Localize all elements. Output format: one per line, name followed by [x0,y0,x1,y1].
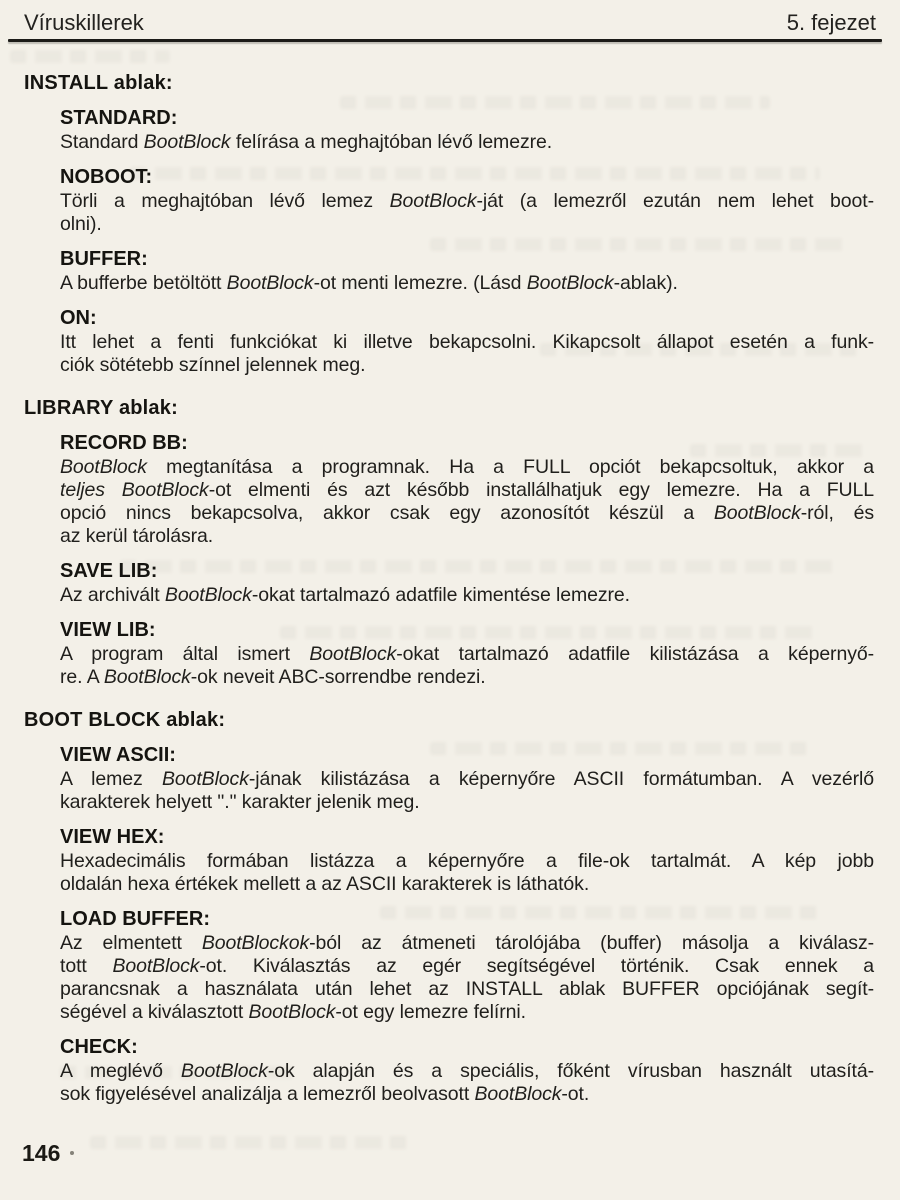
text-line: A program által ismert BootBlock-okat tartalmazó adatfile kilistázása a képernyő- [60,643,874,665]
entry-term: VIEW LIB: [60,619,156,641]
text-line: tott BootBlock-ot. Kiválasztás az egér segítségével történik. Csak ennek a [60,955,874,977]
text-line: az kerül tárolásra. [60,525,214,547]
text-line: Itt lehet a fenti funkciókat ki illetve bekapcsolni. Kikapcsolt állapot esetén a funk- [60,331,874,353]
text-line: karakterek helyett "." karakter jelenik meg. [60,791,420,813]
text-line: parancsnak a használata után lehet az INSTALL ablak BUFFER opciójának segít- [60,978,874,1000]
text-line: BootBlock megtanítása a programnak. Ha a FULL opciót bekapcsoltuk, akkor a [60,456,874,478]
glossary-entry [60,248,874,295]
text-line: Törli a meghajtóban lévő lemez BootBlock-ját (a lemezről ezután nem lehet boot- [60,190,874,212]
section-title: INSTALL ablak: [24,72,173,94]
bleed-through-artifact [90,1136,410,1149]
section-entries [24,107,874,377]
glossary-entry [60,908,874,1024]
section-entries [24,432,874,689]
running-header [0,0,900,36]
entry-term: BUFFER: [60,248,148,270]
text-line: sok figyelésével analizálja a lemezről beolvasott BootBlock-ot. [60,1083,590,1105]
entry-body [60,932,874,1024]
text-line: opció nincs bekapcsolva, akkor csak egy azonosítót készül a BootBlock-ról, és [60,502,874,524]
content [0,42,900,1106]
glossary-entry [60,166,874,236]
entry-term: NOBOOT: [60,166,153,188]
text-line: teljes BootBlock-ot elmenti és azt később installálhatjuk egy lemezre. Ha a FULL [60,479,875,501]
text-line: ciók sötétebb színnel jelennek meg. [60,354,366,376]
entry-body [60,190,874,236]
text-line: olni). [60,213,102,235]
header-book-title: Víruskillerek [24,10,144,35]
entry-body [60,456,874,548]
text-line: Az elmentett BootBlockok-ból az átmeneti tárolójába (buffer) másolja a kiválasz- [60,932,874,954]
entry-body [60,1060,874,1106]
section [24,709,874,1106]
entry-body [60,272,874,295]
section-title: LIBRARY ablak: [24,397,178,419]
entry-body [60,643,874,689]
glossary-entry [60,826,874,896]
entry-term: LOAD BUFFER: [60,908,210,930]
page-number: 146 [22,1140,61,1166]
text-line: oldalán hexa értékek mellett a az ASCII karakterek is láthatók. [60,873,590,895]
text-line: A bufferbe betöltött BootBlock-ot menti lemezre. (Lásd BootBlock-ablak). [60,272,678,294]
glossary-entry [60,560,874,607]
entry-body [60,850,874,896]
entry-term: VIEW ASCII: [60,744,176,766]
text-line: Hexadecimális formában listázza a képernyőre a file-ok tartalmát. A kép jobb [60,850,874,872]
entry-body [60,768,874,814]
scan-artifact-dot [70,1151,74,1155]
entry-body [60,584,874,607]
glossary-entry [60,307,874,377]
text-line: Standard BootBlock felírása a meghajtóban lévő lemezre. [60,131,553,153]
header-chapter-label: 5. fejezet [786,10,876,35]
entry-term: VIEW HEX: [60,826,165,848]
text-line: Az archivált BootBlock-okat tartalmazó adatfile kimentése lemezre. [60,584,630,606]
text-line: ségével a kiválasztott BootBlock-ot egy lemezre felírni. [60,1001,526,1023]
section [24,72,874,377]
text-line: A lemez BootBlock-jának kilistázása a képernyőre ASCII formátumban. A vezérlő [60,768,874,790]
text-line: re. A BootBlock-ok neveit ABC-sorrendbe rendezi. [60,666,486,688]
entry-body [60,331,874,377]
section-entries [24,744,874,1106]
text-line: A meglévő BootBlock-ok alapján és a speciális, főként vírusban használt utasítá- [60,1060,874,1082]
glossary-entry [60,432,874,548]
entry-term: SAVE LIB: [60,560,158,582]
glossary-entry [60,744,874,814]
entry-body [60,131,874,154]
entry-term: ON: [60,307,97,329]
entry-term: STANDARD: [60,107,178,129]
entry-term: CHECK: [60,1036,138,1058]
section [24,397,874,689]
entry-term: RECORD BB: [60,432,188,454]
glossary-entry [60,107,874,154]
section-title: BOOT BLOCK ablak: [24,709,226,731]
glossary-entry [60,619,874,689]
glossary-entry [60,1036,874,1106]
